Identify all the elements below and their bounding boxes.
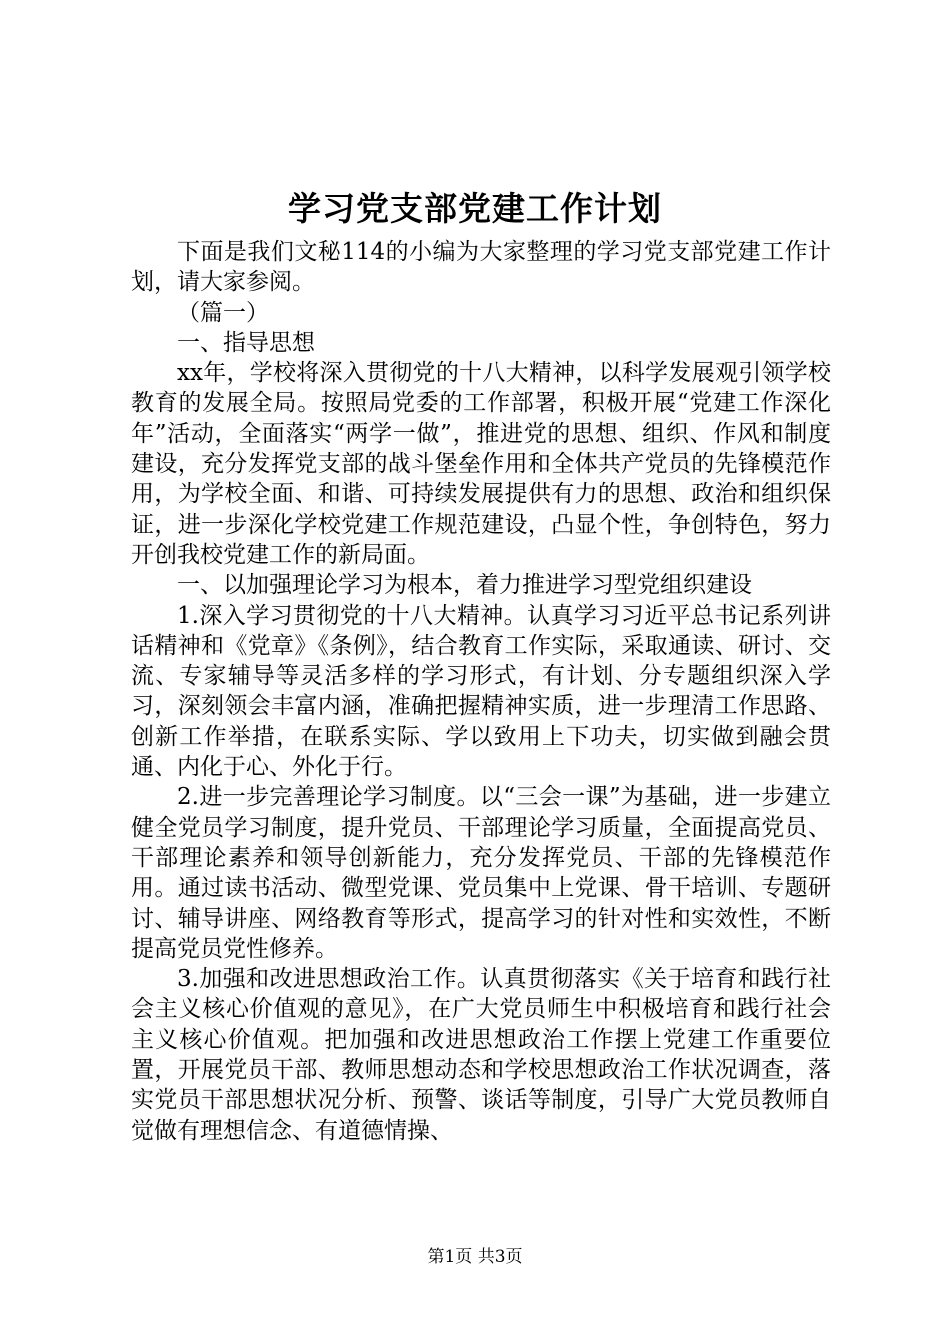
heading-guiding-thought: 一、指导思想 — [177, 329, 315, 356]
document-title: 学习党支部党建工作计划 — [288, 189, 662, 228]
item-2-paragraph: 2.进一步完善理论学习制度。以“三会一课”为基础，进一步建立健全党员学习制度，提升党员、干部理论学习质量，全面提高党员、干部理论素养和领导创新能力，充分发挥党员、干部的先锋模范作用。通过读书活动、微型党课、党员集中上党课、骨干培训、专题研讨、辅导讲座、网络教育等形式，提高学习的针对性和实效性，不断提高党员党性修养。 — [131, 784, 831, 962]
section-label-part-one: （篇一） — [177, 299, 269, 326]
intro-paragraph: 下面是我们文秘114的小编为大家整理的学习党支部党建工作计划，请大家参阅。 — [131, 239, 831, 296]
item-1-paragraph: 1.深入学习贯彻党的十八大精神。认真学习习近平总书记系列讲话精神和《党章》《条例》，结合教育工作实际，采取通读、研讨、交流、专家辅导等灵活多样的学习形式，有计划、分专题组织深入学习，深刻领会丰富内涵，准确把握精神实质，进一步理清工作思路、创新工作举措，在联系实际、学以致用上下功夫，切实做到融会贯通、内化于心、外化于行。 — [131, 602, 831, 781]
item-3-paragraph: 3.加强和改进思想政治工作。认真贯彻落实《关于培育和践行社会主义核心价值观的意见》，在广大党员师生中积极培育和践行社会主义核心价值观。把加强和改进思想政治工作摆上党建工作重要位置，开展党员干部、教师思想动态和学校思想政治工作状况调查，落实党员干部思想状况分析、预警、谈话等制度，引导广大党员教师自觉做有理想信念、有道德情操、 — [131, 966, 831, 1144]
page-footer: 第1页 共3页 — [427, 1247, 523, 1267]
document-body — [131, 237, 831, 1146]
guiding-thought-paragraph: xx年，学校将深入贯彻党的十八大精神，以科学发展观引领学校教育的发展全局。按照局党委的工作部署，积极开展“党建工作深化年”活动，全面落实“两学一做”，推进党的思想、组织、作风和制度建设，充分发挥党支部的战斗堡垒作用和全体共产党员的先锋模范作用，为学校全面、和谐、可持续发展提供有力的思想、政治和组织保证，进一步深化学校党建工作规范建设，凸显个性，争创特色，努力开创我校党建工作的新局面。 — [131, 360, 831, 568]
heading-theory-study: 一、以加强理论学习为根本，着力推进学习型党组织建设 — [177, 572, 752, 599]
